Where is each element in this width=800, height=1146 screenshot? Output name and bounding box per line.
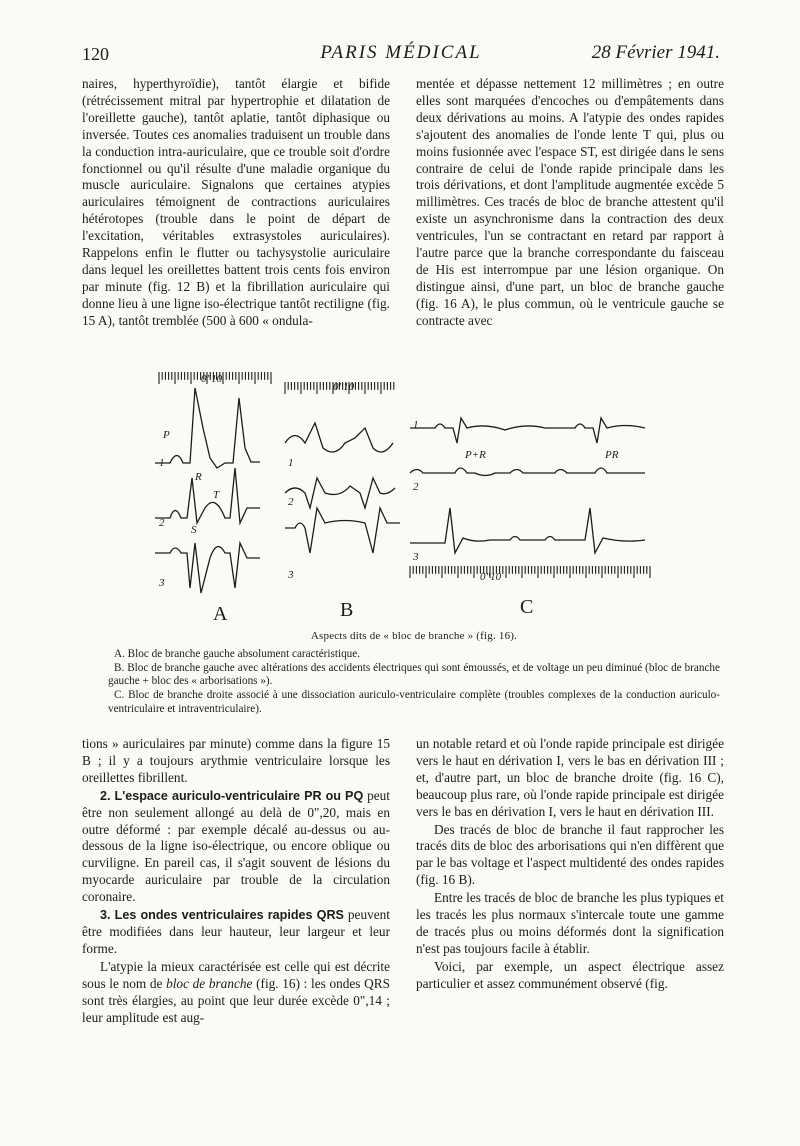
ecg-trace-b3	[285, 508, 400, 553]
ecg-trace-a3	[155, 543, 260, 593]
lead-label-a1: 1	[159, 457, 165, 469]
lead-label-a3: 3	[159, 577, 165, 589]
caption-title: Aspects dits de « bloc de branche » (fig. 16).	[310, 630, 518, 642]
ecg-trace-a1	[155, 388, 260, 468]
column-bottom-left	[82, 736, 390, 1026]
lead-label-c3: 3	[413, 551, 419, 563]
paragraph: 3. Les ondes ventriculaires rapides QRS peuvent être modifiées dans leur hauteur, leur largeur et leur forme.	[82, 907, 391, 956]
wave-label-p-plus-r: P+R	[465, 449, 486, 461]
wave-label-p: P	[163, 429, 170, 441]
lead-label-a2: 2	[159, 517, 165, 529]
ecg-figure	[155, 368, 655, 628]
page-number: 120	[82, 44, 109, 64]
paragraph: naires, hyperthyroïdie), tantôt élargie et bifide (rétrécissement mitral par hypertrophie et dilatation de l'oreillette gauche), tantôt aplatie, tantôt diphasique ou inversée. Toutes ces anomalies traduisent un trouble dans la conduction intra-auriculaire, que ce trouble soit d'ordre fonctionnel ou qu'il résulte d'une maladie organique du muscle auriculaire. Signalons que certaines atypies auriculaires témoignent de contractions auriculaires hétérotopes (trouble dans le point de départ de l'excitation, véritables extrasystoles auriculaires). Rappelons enfin le flutter ou tachysystolie auriculaire dans lequel les oreillettes battent trois cents fois environ par minute (fig. 12 B) et la fibrillation auriculaire qui donne lieu à une ligne iso-électrique tantôt rectiligne (fig. 15 A), tantôt tremblée (500 à 600 « ondula-	[82, 76, 390, 328]
paragraph: un notable retard et où l'onde rapide principale est dirigée vers le haut en dérivation I, vers le bas en dérivation III ; et, d'autre part, un bloc de branche droite (fig. 16 C), beaucoup plus rare, où l'onde rapide principale est dirigée vers le bas en dérivation I, vers le haut en dérivation III.	[416, 736, 724, 819]
panel-label-c: C	[520, 596, 534, 618]
time-scale-c	[410, 566, 650, 578]
journal-title: PARIS MÉDICAL	[320, 42, 482, 63]
wave-label-r: R	[195, 471, 202, 483]
caption-item-b: B. Bloc de branche gauche avec altérations des accidents électriques qui sont émoussés, et de voltage un peu diminué (bloc de branche gauche + bloc des « arborisations »).	[108, 661, 720, 688]
lead-label-c2: 2	[413, 481, 419, 493]
section-heading: 2. L'espace auriculo-ventriculaire PR ou PQ	[100, 788, 364, 803]
paragraph: L'atypie la mieux caractérisée est celle qui est décrite sous le nom de bloc de branche (fig. 16) : les ondes QRS sont très élargies, au point que leur durée excède 0",14 ; leur amplitude est aug-	[82, 958, 390, 1025]
caption-item-a: A. Bloc de branche gauche absolument caractéristique.	[114, 647, 361, 660]
paragraph: Des tracés de bloc de branche il faut rapprocher les tracés dits de bloc des arborisations qui n'en diffèrent que par le bas voltage et l'aspect multidenté des ondes rapides (fig. 16 B).	[416, 821, 724, 888]
wave-label-pr: PR	[605, 449, 619, 461]
lead-label-b2: 2	[288, 496, 294, 508]
section-heading: 3. Les ondes ventriculaires rapides QRS	[100, 908, 344, 923]
ecg-trace-c3	[410, 508, 645, 553]
wave-label-s: S	[191, 524, 197, 536]
ecg-trace-c1	[410, 418, 645, 443]
caption-item-c: C. Bloc de branche droite associé à une dissociation auriculo-ventriculaire complète (troubles complexes de la conduction auriculo-ventriculaire et intraventriculaire).	[108, 689, 720, 715]
ecg-trace-a2	[155, 468, 260, 523]
paragraph: tions » auriculaires par minute) comme dans la figure 15 B ; il y a toujours arythmie ventriculaire lorsque les oreillettes fibrillent.	[82, 736, 390, 785]
column-top-right	[416, 76, 724, 330]
paragraph: mentée et dépasse nettement 12 millimètres ; en outre elles sont marquées d'encoches ou d'empâtements dans deux dérivations au moins. A l'atypie des ondes rapides s'ajoutent des anomalies de l'onde lente T qui, plus ou moins fusionnée avec l'espace ST, est dirigée dans le sens contraire de celui de l'onde rapide principale dans les trois dérivations, et dont l'amplitude augmentée excède 5 millimètres. Ces tracés de bloc de branche attestent qu'il existe un asynchronisme dans la contraction des deux ventricules, l'un se contractant en retard par rapport à l'autre parce que la branche correspondante du faisceau de His est interrompue par une lésion organique. On distingue ainsi, d'une part, un bloc de branche gauche (fig. 16 A), le plus commun, où le ventricule gauche se contracte avec	[416, 76, 724, 328]
ecg-tracings-svg	[155, 368, 655, 628]
wave-label-t: T	[213, 489, 220, 501]
ecg-trace-c2	[410, 468, 645, 476]
lead-label-b3: 3	[288, 569, 294, 581]
panel-label-b: B	[340, 599, 354, 621]
scale-label-b: 0"10	[333, 381, 355, 393]
time-scale-a	[159, 372, 271, 385]
paragraph: 2. L'espace auriculo-ventriculaire PR ou PQ peut être non seulement allongé au delà de 0",20, mais en outre déformé : par exemple décalé au-dessus ou au-dessous de la ligne iso-électrique, ou encore oblique ou curviligne. En pareil cas, il s'agit souvent de lésions du myocarde auriculaire par trouble de la circulation coronaire.	[82, 787, 390, 905]
column-bottom-right	[416, 736, 724, 993]
lead-label-c1: 1	[413, 419, 419, 431]
paragraph: Voici, par exemple, un aspect électrique assez particulier et assez communément observé (fig.	[416, 958, 724, 991]
issue-date: 28 Février 1941.	[591, 42, 720, 63]
panel-label-a: A	[213, 603, 228, 625]
lead-label-b1: 1	[288, 457, 294, 469]
ecg-trace-b1	[285, 423, 393, 452]
page-header	[82, 42, 720, 72]
paragraph: Entre les tracés de bloc de branche les plus typiques et les tracés les plus normaux s'intercale toute une gamme de tracés plus ou moins déformés dont la signification n'est pas toujours facile à établir.	[416, 890, 724, 956]
scale-label-c: 0"10	[480, 571, 502, 583]
ecg-trace-b2	[285, 478, 395, 508]
scale-label-a: 0"10	[201, 373, 223, 385]
figure-caption	[108, 630, 720, 717]
column-top-left	[82, 76, 390, 330]
